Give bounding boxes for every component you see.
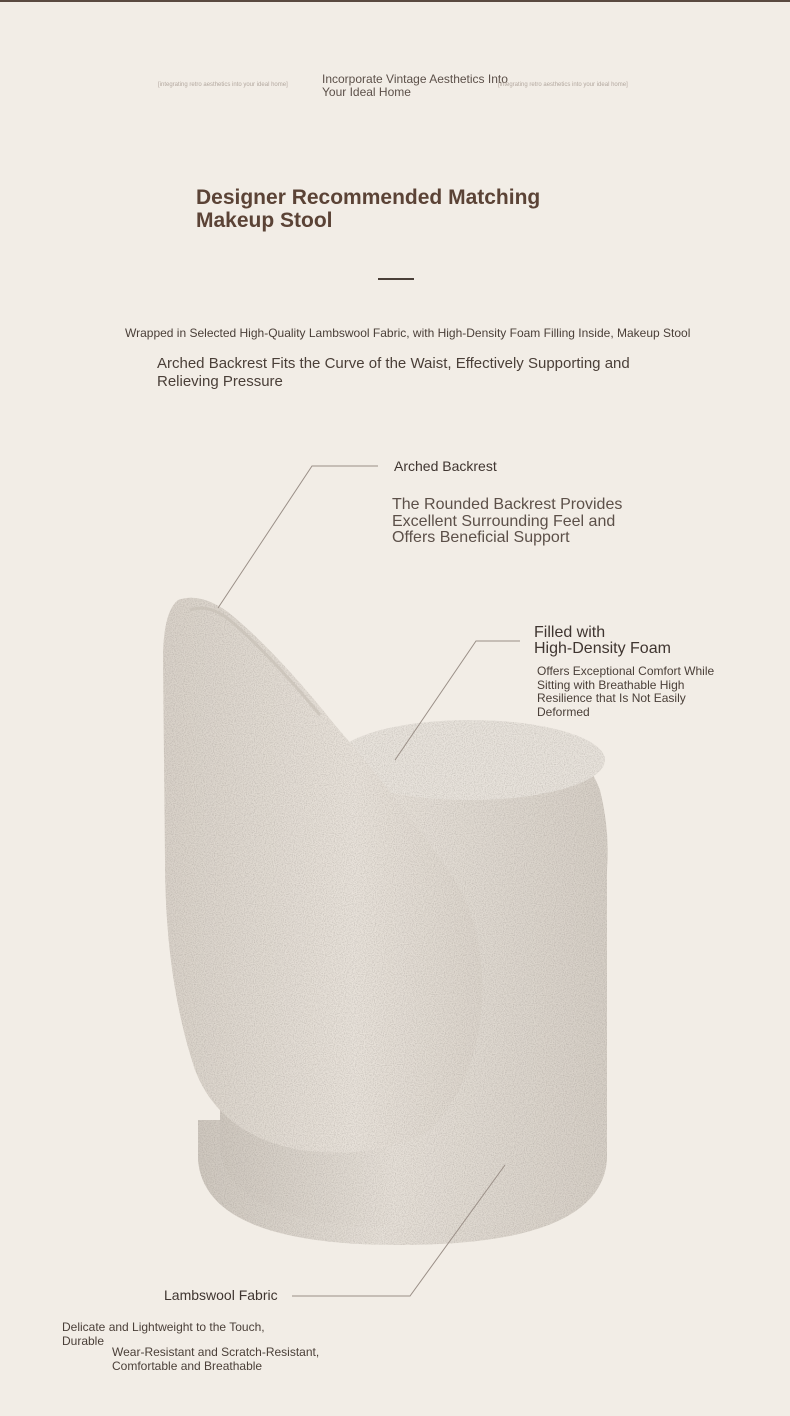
callout-foam-label-1: Filled with (534, 624, 606, 641)
stool-backrest (163, 598, 482, 1153)
leader-line-backrest (218, 466, 378, 608)
callout-fabric-description-1: Delicate and Lightweight to the Touch, Durable (62, 1320, 265, 1348)
callout-backrest-label: Arched Backrest (394, 458, 497, 474)
callout-foam-label-2: High-Density Foam (534, 640, 671, 657)
callout-foam-description: Offers Exceptional Comfort While Sitting with Breathable High Resilience that Is Not Easily Deformed (537, 664, 715, 719)
intro-line-1: Wrapped in Selected High-Quality Lambswool Fabric, with High-Density Foam Filling Inside, Makeup Stool (125, 326, 691, 340)
faint-tagline-left: [integrating retro aesthetics into your ideal home] (158, 82, 288, 88)
intro-line-2: Arched Backrest Fits the Curve of the Waist, Effectively Supporting and Relieving Pressure (157, 355, 630, 390)
callout-backrest-description: The Rounded Backrest Provides Excellent Surrounding Feel and Offers Beneficial Support (392, 496, 623, 546)
header-tagline: Incorporate Vintage Aesthetics Into Your Ideal Home (322, 72, 508, 99)
faint-tagline-right: [integrating retro aesthetics into your ideal home] (498, 82, 628, 88)
page-title: Designer Recommended Matching Makeup Stool (196, 186, 541, 232)
callout-fabric-description-2: Wear-Resistant and Scratch-Resistant, Comfortable and Breathable (112, 1345, 320, 1373)
callout-fabric-label: Lambswool Fabric (164, 1287, 278, 1303)
